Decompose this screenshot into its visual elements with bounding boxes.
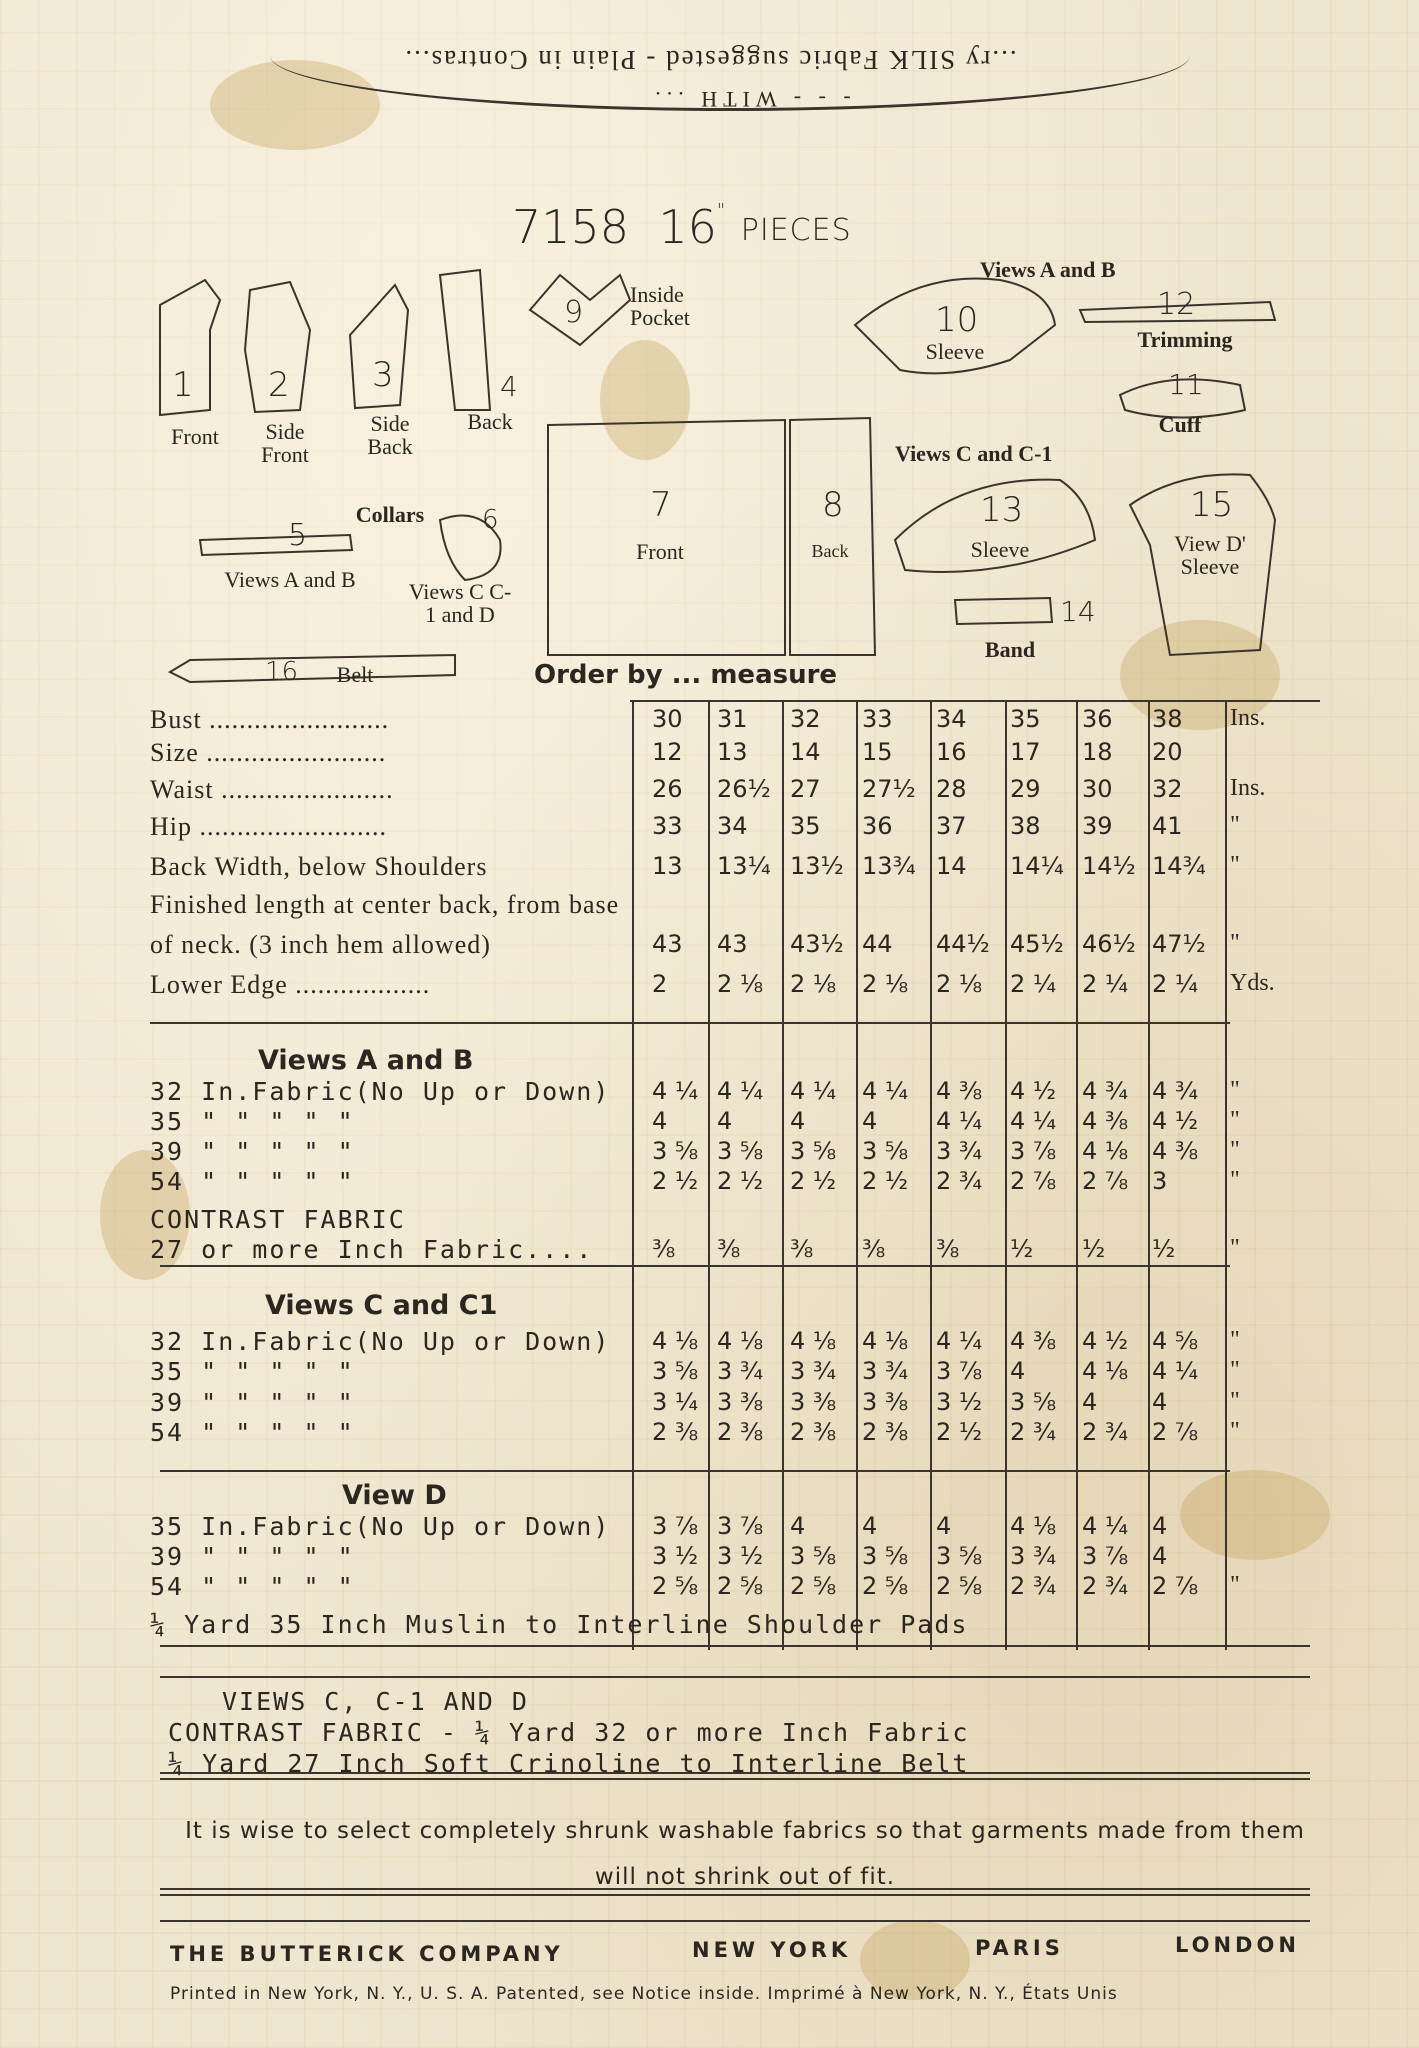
measure-row-cell: 17 — [1010, 738, 1041, 766]
section-title: Views C and C1 — [265, 1290, 498, 1321]
measure-row-cell: 13 — [652, 852, 683, 880]
pieces-label: PIECES — [740, 213, 852, 248]
yardage-row-cell: 4 ¼ — [652, 1077, 699, 1105]
yardage-row-cell: 3 ⅜ — [790, 1388, 837, 1416]
yardage-row-cell: 4 ½ — [1082, 1327, 1129, 1355]
yardage-row-cell: 2 ⅞ — [1010, 1167, 1057, 1195]
yardage-row-label: 39 " " " " " — [150, 1388, 355, 1417]
measure-row-cell: 14½ — [1082, 852, 1136, 880]
footer-city-new-york: NEW YORK — [692, 1938, 852, 1962]
yardage-row-label: ¼ Yard 35 Inch Muslin to Interline Shoulder Pads — [150, 1610, 969, 1639]
piece-5-group: Collars — [355, 502, 425, 527]
yardage-row-cell: 4 ¾ — [1082, 1077, 1129, 1105]
column-rule — [1005, 700, 1007, 1650]
yardage-row-label: 39 " " " " " — [150, 1542, 355, 1571]
measure-row-cell: 34 — [936, 705, 967, 733]
measure-row-cell: 14 — [790, 738, 821, 766]
flap-text: ...ry SILK Fabric suggested - Plain in Contras... — [403, 45, 1017, 75]
yardage-row-cell: 4 ¼ — [790, 1077, 837, 1105]
yardage-row-cell: 4 — [652, 1107, 668, 1135]
measure-row-cell: 33 — [862, 705, 893, 733]
yardage-row-unit: " — [1230, 1235, 1240, 1261]
column-rule — [1076, 700, 1078, 1650]
piece-12-number: 12 — [1157, 287, 1196, 322]
order-title: Order by ... measure — [534, 660, 838, 690]
divider — [160, 1470, 1230, 1472]
yardage-row-cell: 3 ¼ — [652, 1388, 699, 1416]
measure-row-cell: 14 — [936, 852, 967, 880]
piece-6-label: Views C C-1 and D — [408, 579, 512, 627]
measure-row-cell: 47½ — [1152, 930, 1206, 958]
measure-row-cell: 13 — [717, 738, 748, 766]
yardage-row-cell: ⅜ — [652, 1235, 676, 1263]
yardage-row-label: 27 or more Inch Fabric.... — [150, 1235, 594, 1264]
yardage-row-unit: " — [1230, 1077, 1240, 1103]
measure-row-cell: 44 — [862, 930, 893, 958]
piece-3-number: 3 — [372, 355, 394, 395]
yardage-row-cell: 4 ⅛ — [1082, 1137, 1129, 1165]
piece-11-number: 11 — [1168, 368, 1204, 401]
measure-row-unit: Ins. — [1230, 775, 1266, 801]
yardage-row-cell: 3 ⅝ — [652, 1137, 699, 1165]
divider — [160, 1920, 1310, 1922]
yardage-row-cell: 3 ½ — [652, 1542, 699, 1570]
yardage-row-unit: " — [1230, 1137, 1240, 1163]
measure-row-label: Bust ........................ — [150, 705, 390, 734]
column-rule — [632, 700, 634, 1650]
yardage-row-unit: " — [1230, 1357, 1240, 1383]
yardage-row-cell: 4 ⅛ — [717, 1327, 764, 1355]
yardage-row-cell: 4 — [790, 1512, 806, 1540]
yardage-row-cell: 4 — [1010, 1357, 1026, 1385]
measure-row-cell: 2 ¼ — [1010, 970, 1057, 998]
stain — [1180, 1470, 1330, 1560]
piece-16-number: 16 — [265, 657, 299, 687]
footer-company: THE BUTTERICK COMPANY — [170, 1942, 564, 1966]
yardage-row-cell: 3 ⅝ — [790, 1137, 837, 1165]
measure-row-cell: 28 — [936, 775, 967, 803]
yardage-row-cell: 2 ½ — [790, 1167, 837, 1195]
piece-4-label: Back — [467, 409, 513, 434]
column-rule — [1225, 700, 1227, 1650]
piece-10-group: Views A and B — [980, 257, 1116, 282]
yardage-row-cell: 4 ¼ — [936, 1107, 983, 1135]
divider — [160, 1265, 1230, 1267]
yardage-row-cell: 3 ⅝ — [1010, 1388, 1057, 1416]
yardage-row-cell: 3 ⅞ — [1082, 1542, 1129, 1570]
measure-row-cell: 36 — [862, 812, 893, 840]
measure-row-cell: 13¼ — [717, 852, 771, 880]
measure-row-cell: 2 — [652, 970, 668, 998]
yardage-row-cell: 2 ⅞ — [1152, 1572, 1199, 1600]
piece-5-number: 5 — [288, 518, 308, 553]
measure-row-cell: 33 — [652, 812, 683, 840]
piece-12-label: Trimming — [1137, 327, 1233, 352]
measure-row-cell: 27 — [790, 775, 821, 803]
footer-city-london: LONDON — [1175, 1933, 1300, 1957]
yardage-row-cell: 2 ⅜ — [717, 1418, 764, 1446]
measure-row-cell: 34 — [717, 812, 748, 840]
yardage-row-cell: 3 ⅝ — [790, 1542, 837, 1570]
yardage-row-label: 54 " " " " " — [150, 1418, 355, 1447]
piece-8-number: 8 — [822, 485, 844, 525]
yardage-row-cell: 3 ½ — [717, 1542, 764, 1570]
measure-row-cell: 2 ⅛ — [790, 970, 837, 998]
yardage-row-label: 35 " " " " " — [150, 1107, 355, 1136]
measure-row-cell: 43½ — [790, 930, 844, 958]
measure-row-label: Back Width, below Shoulders — [150, 852, 488, 881]
yardage-row-label: 35 In.Fabric(No Up or Down) — [150, 1512, 611, 1541]
yardage-row-cell: 2 ⅜ — [862, 1418, 909, 1446]
yardage-row-cell: 2 ¾ — [936, 1167, 983, 1195]
measure-row-cell: 20 — [1152, 738, 1183, 766]
yardage-row-cell: 4 — [1082, 1388, 1098, 1416]
yardage-row-cell: 2 ⅞ — [1152, 1418, 1199, 1446]
yardage-row-cell: 2 ½ — [717, 1167, 764, 1195]
piece-4-number: 4 — [500, 370, 518, 403]
yardage-row-cell: 2 ½ — [862, 1167, 909, 1195]
measure-row-cell: 2 ⅛ — [862, 970, 909, 998]
yardage-row-cell: 2 ¾ — [1082, 1572, 1129, 1600]
measure-row-label: Finished length at center back, from base — [150, 890, 620, 919]
measure-row-cell: 13¾ — [862, 852, 916, 880]
yardage-row-unit: " — [1230, 1388, 1240, 1414]
yardage-row-cell: 3 ⅝ — [717, 1137, 764, 1165]
yardage-row-cell: 4 — [790, 1107, 806, 1135]
measure-row-cell: 26½ — [717, 775, 771, 803]
divider — [150, 1022, 1230, 1024]
measure-row-cell: 35 — [1010, 705, 1041, 733]
yardage-row-cell: 4 ¼ — [717, 1077, 764, 1105]
measure-row-cell: 2 ⅛ — [717, 970, 764, 998]
measure-row-cell: 43 — [717, 930, 748, 958]
measure-row-cell: 38 — [1152, 705, 1183, 733]
yardage-row-cell: 4 ⅜ — [1152, 1137, 1199, 1165]
piece-8-label: Back — [811, 541, 849, 561]
piece-13-label: Sleeve — [970, 537, 1030, 562]
yardage-row-cell: 3 ¾ — [862, 1357, 909, 1385]
yardage-row-cell: 2 ¾ — [1010, 1418, 1057, 1446]
piece-9-label: Inside Pocket — [630, 282, 690, 330]
yardage-row-cell: 2 ½ — [652, 1167, 699, 1195]
piece-15-label: View D' Sleeve — [1174, 531, 1246, 579]
piece-2-label: Side Front — [261, 419, 309, 467]
measure-row-cell: 12 — [652, 738, 683, 766]
pattern-number: 7158 — [512, 200, 630, 254]
yardage-row-cell: 3 ⅝ — [936, 1542, 983, 1570]
yardage-row-cell: ⅜ — [862, 1235, 886, 1263]
yardage-row-cell: 4 ¾ — [1152, 1077, 1199, 1105]
measure-row-unit: " — [1230, 812, 1240, 838]
yardage-row-cell: 4 ¼ — [1152, 1357, 1199, 1385]
yardage-row-cell: 4 — [862, 1512, 878, 1540]
column-rule — [782, 700, 784, 1650]
notes-line-1: VIEWS C, C-1 AND D — [222, 1687, 529, 1716]
yardage-row-cell: 4 — [1152, 1542, 1168, 1570]
yardage-row-label: 35 " " " " " — [150, 1357, 355, 1386]
yardage-row-cell: 4 ⅜ — [936, 1077, 983, 1105]
measure-row-cell: 14¾ — [1152, 852, 1206, 880]
yardage-row-cell: 3 ⅞ — [1010, 1137, 1057, 1165]
yardage-row-cell: 4 ⅛ — [1010, 1512, 1057, 1540]
section-title: Views A and B — [258, 1045, 474, 1076]
measure-row-cell: 16 — [936, 738, 967, 766]
yardage-row-cell: 2 ⅜ — [652, 1418, 699, 1446]
yardage-row-cell: ½ — [1152, 1235, 1176, 1263]
measure-row-cell: 35 — [790, 812, 821, 840]
yardage-row-cell: 3 ¾ — [1010, 1542, 1057, 1570]
yardage-row-cell: 3 ¾ — [790, 1357, 837, 1385]
yardage-row-cell: 4 ⅛ — [862, 1327, 909, 1355]
yardage-row-unit: " — [1230, 1572, 1240, 1598]
piece-13-group: Views C and C-1 — [895, 441, 1053, 466]
piece-13-number: 13 — [980, 490, 1024, 530]
yardage-row-cell: 3 ⅝ — [652, 1357, 699, 1385]
notes-line-3: ¼ Yard 27 Inch Soft Crinoline to Interline Belt — [168, 1749, 970, 1778]
measure-row-cell: 46½ — [1082, 930, 1136, 958]
advice-text: It is wise to select completely shrunk washable fabrics so that garments made from them will not shrink out of fit. — [185, 1818, 1305, 1890]
yardage-row-cell: 4 ⅜ — [1082, 1107, 1129, 1135]
yardage-row-cell: 2 ¾ — [1082, 1418, 1129, 1446]
yardage-row-cell: 4 ⅛ — [1082, 1357, 1129, 1385]
yardage-row-cell: ½ — [1082, 1235, 1106, 1263]
piece-14-number: 14 — [1060, 595, 1096, 628]
piece-1-label: Front — [171, 424, 219, 449]
measure-row-cell: 30 — [652, 705, 683, 733]
yardage-row-cell: 2 ⅝ — [652, 1572, 699, 1600]
measure-row-cell: 14¼ — [1010, 852, 1064, 880]
yardage-row-cell: 4 — [862, 1107, 878, 1135]
measure-row-cell: 30 — [1082, 775, 1113, 803]
measure-row-cell: 37 — [936, 812, 967, 840]
yardage-row-label: 32 In.Fabric(No Up or Down) — [150, 1327, 611, 1356]
yardage-row-cell: 3 ⅞ — [652, 1512, 699, 1540]
measure-row-cell: 45½ — [1010, 930, 1064, 958]
measure-row-cell: 32 — [1152, 775, 1183, 803]
section-title: View D — [342, 1480, 447, 1511]
yardage-row-cell: 2 ⅞ — [1082, 1167, 1129, 1195]
yardage-row-cell: 4 ¼ — [862, 1077, 909, 1105]
measure-row-label: of neck. (3 inch hem allowed) — [150, 930, 491, 959]
yardage-row-cell: 2 ¾ — [1010, 1572, 1057, 1600]
yardage-row-cell: 4 — [936, 1512, 952, 1540]
yardage-row-cell: 4 ⅛ — [790, 1327, 837, 1355]
yardage-row-cell: 4 — [717, 1107, 733, 1135]
yardage-row-cell: ½ — [1010, 1235, 1034, 1263]
piece-10-label: Sleeve — [925, 339, 985, 364]
yardage-row-label: 32 In.Fabric(No Up or Down) — [150, 1077, 611, 1106]
measure-row-cell: 18 — [1082, 738, 1113, 766]
measure-row-cell: 32 — [790, 705, 821, 733]
column-rule — [1148, 700, 1150, 1650]
measure-row-label: Hip ......................... — [150, 812, 387, 841]
yardage-row-cell: 4 ⅝ — [1152, 1327, 1199, 1355]
piece-11-label: Cuff — [1158, 412, 1202, 437]
yardage-row-cell: 2 ⅝ — [862, 1572, 909, 1600]
piece-7-label: Front — [636, 539, 684, 564]
piece-7-number: 7 — [650, 485, 672, 525]
yardage-row-unit: " — [1230, 1418, 1240, 1444]
yardage-row-cell: 3 ⅜ — [862, 1388, 909, 1416]
yardage-row-cell: 2 ⅝ — [790, 1572, 837, 1600]
yardage-row-cell: 3 ⅝ — [862, 1137, 909, 1165]
measure-row-cell: 39 — [1082, 812, 1113, 840]
measure-row-unit: " — [1230, 930, 1240, 956]
column-rule — [856, 700, 858, 1650]
footer-printed-notice: Printed in New York, N. Y., U. S. A. Patented, see Notice inside. Imprimé à New York, N. Y., États Unis — [170, 1984, 1118, 2004]
yardage-row-cell: 4 ¼ — [936, 1327, 983, 1355]
notes-line-2: CONTRAST FABRIC - ¼ Yard 32 or more Inch Fabric — [168, 1718, 970, 1747]
yardage-row-cell: 4 ¼ — [1082, 1512, 1129, 1540]
yardage-row-cell: 2 ⅝ — [936, 1572, 983, 1600]
piece-14-label: Band — [984, 637, 1036, 662]
pattern-header: 7158 16" PIECES — [512, 200, 852, 254]
flap-text-2: - - - WITH ... — [649, 87, 851, 112]
measure-row-unit: " — [1230, 852, 1240, 878]
yardage-row-unit: " — [1230, 1107, 1240, 1133]
measure-row-cell: 15 — [862, 738, 893, 766]
yardage-row-cell: 3 ¾ — [717, 1357, 764, 1385]
measure-row-cell: 2 ¼ — [1082, 970, 1129, 998]
yardage-row-cell: ⅜ — [717, 1235, 741, 1263]
yardage-row-cell: 4 ¼ — [1010, 1107, 1057, 1135]
yardage-row-cell: 3 ⅞ — [936, 1357, 983, 1385]
divider — [160, 1645, 1310, 1647]
yardage-row-cell: 4 ½ — [1152, 1107, 1199, 1135]
measure-row-unit: Ins. — [1230, 705, 1266, 731]
measure-row-cell: 41 — [1152, 812, 1183, 840]
yardage-row-cell: 3 — [1152, 1167, 1168, 1195]
measure-row-cell: 2 ⅛ — [936, 970, 983, 998]
yardage-row-cell: 4 — [1152, 1512, 1168, 1540]
measure-row-cell: 44½ — [936, 930, 990, 958]
measure-row-cell: 27½ — [862, 775, 916, 803]
table-top-rule — [630, 700, 1320, 702]
yardage-row-cell: 3 ⅞ — [717, 1512, 764, 1540]
yardage-row-unit: " — [1230, 1327, 1240, 1353]
yardage-row-cell: 2 ⅝ — [717, 1572, 764, 1600]
measure-row-cell: 36 — [1082, 705, 1113, 733]
piece-count: 16 — [658, 200, 717, 254]
yardage-row-cell: 4 ½ — [1010, 1077, 1057, 1105]
column-rule — [930, 700, 932, 1650]
measure-row-cell: 13½ — [790, 852, 844, 880]
piece-6-number: 6 — [482, 505, 499, 535]
column-rule — [708, 700, 710, 1650]
measure-row-cell: 43 — [652, 930, 683, 958]
yardage-row-cell: 4 ⅛ — [652, 1327, 699, 1355]
measure-row-label: Size ........................ — [150, 738, 387, 767]
piece-3-label: Side Back — [367, 411, 413, 459]
yardage-row-label: CONTRAST FABRIC — [150, 1205, 406, 1234]
divider — [160, 1676, 1310, 1678]
yardage-row-cell: 3 ⅝ — [862, 1542, 909, 1570]
yardage-row-cell: 3 ½ — [936, 1388, 983, 1416]
measure-row-cell: 29 — [1010, 775, 1041, 803]
yardage-row-label: 39 " " " " " — [150, 1137, 355, 1166]
yardage-row-label: 54 " " " " " — [150, 1167, 355, 1196]
yardage-row-cell: 3 ¾ — [936, 1137, 983, 1165]
measure-row-cell: 26 — [652, 775, 683, 803]
piece-5-label: Views A and B — [224, 567, 356, 592]
piece-1-number: 1 — [172, 365, 194, 405]
piece-16-label: Belt — [336, 662, 374, 687]
footer-city-paris: PARIS — [975, 1936, 1064, 1960]
piece-2-number: 2 — [268, 365, 290, 405]
yardage-row-cell: 2 ⅜ — [790, 1418, 837, 1446]
yardage-row-cell: 4 — [1152, 1388, 1168, 1416]
measure-row-cell: 2 ¼ — [1152, 970, 1199, 998]
piece-15-number: 15 — [1190, 485, 1234, 525]
yardage-row-cell: ⅜ — [790, 1235, 814, 1263]
measure-row-unit: Yds. — [1230, 970, 1275, 996]
divider — [160, 1778, 1310, 1780]
yardage-row-unit: " — [1230, 1167, 1240, 1193]
piece-9-number: 9 — [564, 295, 584, 330]
measure-row-label: Lower Edge .................. — [150, 970, 431, 999]
yardage-row-cell: ⅜ — [936, 1235, 960, 1263]
measure-row-cell: 31 — [717, 705, 748, 733]
yardage-row-cell: 2 ½ — [936, 1418, 983, 1446]
yardage-row-cell: 4 ⅜ — [1010, 1327, 1057, 1355]
measure-row-label: Waist ....................... — [150, 775, 394, 804]
piece-10-number: 10 — [935, 300, 979, 340]
yardage-row-label: 54 " " " " " — [150, 1572, 355, 1601]
yardage-row-cell: 3 ⅜ — [717, 1388, 764, 1416]
measure-row-cell: 38 — [1010, 812, 1041, 840]
